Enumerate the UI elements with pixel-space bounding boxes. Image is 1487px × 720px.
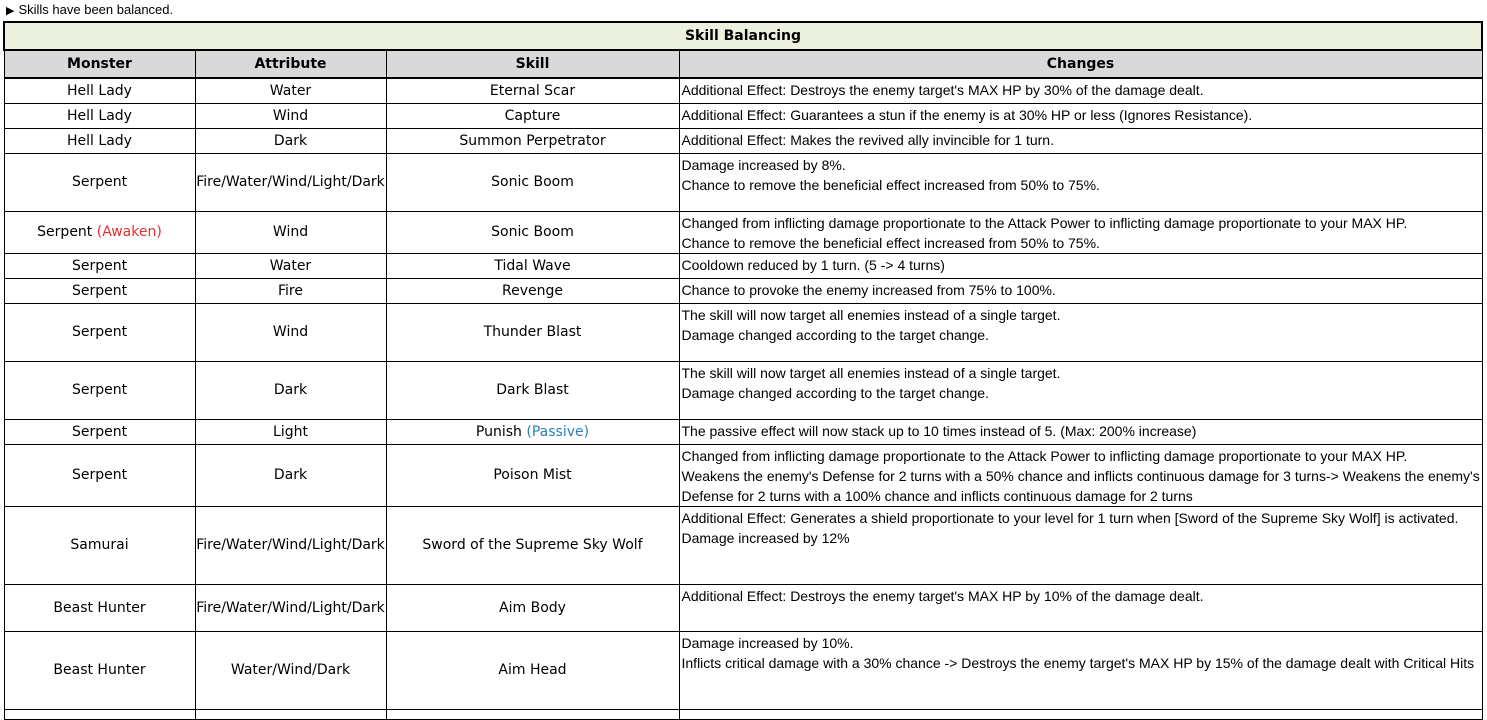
balance-note-text: Skills have been balanced. xyxy=(18,2,174,17)
monster-cell xyxy=(4,631,195,709)
skill-cell xyxy=(386,506,679,584)
change-line: Damage increased by 10%. xyxy=(681,634,854,651)
change-line: Additional Effect: Generates a shield proportionate to your level for 1 turn when [Sword of the Supreme Sky Wolf] is activated. xyxy=(681,509,1459,526)
skill-name: Capture xyxy=(504,107,561,124)
change-line: Chance to remove the beneficial effect increased from 50% to 75%. xyxy=(681,176,1100,193)
monster-cell xyxy=(4,303,195,361)
change-line: Damage increased by 8%. xyxy=(681,156,846,173)
changes-cell xyxy=(679,278,1482,303)
monster-name: Beast Hunter xyxy=(53,662,146,678)
skill-name: Aim Body xyxy=(499,599,566,616)
skill-name: Revenge xyxy=(502,282,563,299)
skill-balancing-table xyxy=(3,21,1483,720)
changes-cell xyxy=(679,303,1482,361)
table-row xyxy=(4,303,1482,361)
change-line: Weakens the enemy's Defense for 2 turns with a 50% chance and inflicts continuous damage for 3 turns-> Weakens the enemy's Defense for 2 turns with a 100% chance and inflicts continuous damage for 2 turns xyxy=(681,467,1480,504)
change-line: Additional Effect: Destroys the enemy target's MAX HP by 10% of the damage dealt. xyxy=(681,587,1204,604)
change-line: The skill will now target all enemies instead of a single target. xyxy=(681,306,1061,323)
table-header-row xyxy=(4,50,1482,78)
attribute-cell: Wind xyxy=(195,103,386,128)
changes-cell xyxy=(679,153,1482,211)
skill-cell xyxy=(386,211,679,253)
table-row xyxy=(4,78,1482,103)
monster-cell xyxy=(4,103,195,128)
monster-cell xyxy=(4,78,195,103)
monster-name: Hell Lady xyxy=(67,82,132,99)
skill-cell xyxy=(386,419,679,444)
monster-cell xyxy=(4,584,195,631)
skill-cell xyxy=(386,584,679,631)
attribute-cell: Fire/Water/Wind/Light/Dark xyxy=(195,153,386,211)
table-row xyxy=(4,211,1482,253)
skill-name: Eternal Scar xyxy=(489,82,576,99)
table-row xyxy=(4,278,1482,303)
attribute-cell: Wind xyxy=(195,303,386,361)
changes-cell xyxy=(679,361,1482,419)
skill-cell xyxy=(386,103,679,128)
skill-cell xyxy=(386,253,679,278)
attribute-cell: Water xyxy=(195,78,386,103)
skill-name: Aim Head xyxy=(498,662,567,678)
changes-cell xyxy=(679,128,1482,153)
table-row xyxy=(4,506,1482,584)
monster-name: Serpent xyxy=(71,423,128,440)
changes-cell xyxy=(679,506,1482,584)
balance-note xyxy=(6,1,173,20)
skill-name: Sonic Boom xyxy=(491,224,574,240)
monster-name: Serpent xyxy=(71,382,128,398)
header-changes: Changes xyxy=(679,50,1482,78)
changes-cell xyxy=(679,419,1482,444)
monster-cell xyxy=(4,419,195,444)
table-row xyxy=(4,153,1482,211)
awaken-tag: (Awaken) xyxy=(96,224,162,240)
table-row xyxy=(4,584,1482,631)
skill-name: Sword of the Supreme Sky Wolf xyxy=(422,537,643,553)
monster-name: Beast Hunter xyxy=(53,599,146,616)
attribute-cell: Fire xyxy=(195,278,386,303)
skill-name: Punish xyxy=(475,423,522,440)
skill-cell xyxy=(386,361,679,419)
skill-cell xyxy=(386,78,679,103)
header-skill: Skill xyxy=(386,50,679,78)
monster-name: Serpent xyxy=(71,257,128,274)
monster-name: Serpent xyxy=(71,324,128,340)
table-title: Skill Balancing xyxy=(4,22,1482,50)
monster-cell xyxy=(4,444,195,506)
skill-cell xyxy=(386,631,679,709)
monster-cell xyxy=(4,153,195,211)
monster-cell xyxy=(4,253,195,278)
triangle-right-icon: ▶ xyxy=(6,5,15,17)
attribute-cell: Dark xyxy=(195,128,386,153)
change-line: Changed from inflicting damage proportionate to the Attack Power to inflicting damage proportionate to your MAX HP. xyxy=(681,214,1408,231)
attribute-cell: Dark xyxy=(195,361,386,419)
attribute-cell: Water/Wind/Dark xyxy=(195,631,386,709)
change-line: Additional Effect: Guarantees a stun if the enemy is at 30% HP or less (Ignores Resistance). xyxy=(681,106,1253,123)
skill-name: Sonic Boom xyxy=(491,174,574,190)
attribute-cell: Water xyxy=(195,253,386,278)
change-line: Inflicts critical damage with a 30% chance -> Destroys the enemy target's MAX HP by 15% of the damage dealt with Critical Hits xyxy=(681,654,1475,671)
monster-cell xyxy=(4,128,195,153)
monster-name: Serpent xyxy=(71,174,128,190)
skill-name: Poison Mist xyxy=(493,467,572,483)
changes-cell xyxy=(679,253,1482,278)
skill-name: Dark Blast xyxy=(496,382,569,398)
monster-name: Serpent xyxy=(71,282,128,299)
table-row xyxy=(4,361,1482,419)
changes-cell xyxy=(679,103,1482,128)
table-row xyxy=(4,631,1482,709)
monster-cell xyxy=(4,278,195,303)
change-line: Chance to provoke the enemy increased from 75% to 100%. xyxy=(681,281,1056,298)
header-attribute: Attribute xyxy=(195,50,386,78)
attribute-cell: Light xyxy=(195,419,386,444)
skill-name: Summon Perpetrator xyxy=(459,132,606,149)
changes-cell xyxy=(679,211,1482,253)
monster-cell xyxy=(4,361,195,419)
change-line: Damage changed according to the target change. xyxy=(681,384,989,401)
table-row xyxy=(4,128,1482,153)
skill-cell xyxy=(386,444,679,506)
table-title-row xyxy=(4,22,1482,50)
changes-cell xyxy=(679,444,1482,506)
changes-cell xyxy=(679,631,1482,709)
attribute-cell: Dark xyxy=(195,444,386,506)
skill-cell xyxy=(386,128,679,153)
change-line: Cooldown reduced by 1 turn. (5 -> 4 turns) xyxy=(681,256,945,273)
table-row xyxy=(4,444,1482,506)
monster-name: Serpent xyxy=(37,224,93,240)
table-row xyxy=(4,419,1482,444)
attribute-cell: Fire/Water/Wind/Light/Dark xyxy=(195,584,386,631)
monster-cell xyxy=(4,211,195,253)
monster-cell xyxy=(4,506,195,584)
change-line: Additional Effect: Destroys the enemy target's MAX HP by 30% of the damage dealt. xyxy=(681,82,1204,98)
monster-name: Samurai xyxy=(70,537,129,553)
attribute-cell: Fire/Water/Wind/Light/Dark xyxy=(195,506,386,584)
table-row xyxy=(4,253,1482,278)
skill-cell xyxy=(386,153,679,211)
table-body xyxy=(4,78,1482,719)
header-monster: Monster xyxy=(4,50,195,78)
change-line: The passive effect will now stack up to 10 times instead of 5. (Max: 200% increase) xyxy=(681,422,1197,439)
passive-tag: (Passive) xyxy=(526,423,590,440)
change-line: The skill will now target all enemies instead of a single target. xyxy=(681,364,1061,381)
change-line: Changed from inflicting damage proportionate to the Attack Power to inflicting damage proportionate to your MAX HP. xyxy=(681,447,1408,464)
skill-cell xyxy=(386,278,679,303)
attribute-cell: Wind xyxy=(195,211,386,253)
skill-name: Tidal Wave xyxy=(494,257,571,274)
skill-cell xyxy=(386,303,679,361)
skill-name: Thunder Blast xyxy=(483,324,582,340)
changes-cell xyxy=(679,78,1482,103)
change-line: Damage increased by 12% xyxy=(681,529,850,546)
monster-name: Serpent xyxy=(71,467,128,483)
changes-cell xyxy=(679,584,1482,631)
monster-name: Hell Lady xyxy=(67,107,132,124)
change-line: Chance to remove the beneficial effect increased from 50% to 75%. xyxy=(681,234,1100,251)
change-line: Additional Effect: Makes the revived ally invincible for 1 turn. xyxy=(681,131,1054,148)
change-line: Damage changed according to the target change. xyxy=(681,326,989,343)
monster-name: Hell Lady xyxy=(67,132,132,149)
table-row xyxy=(4,103,1482,128)
